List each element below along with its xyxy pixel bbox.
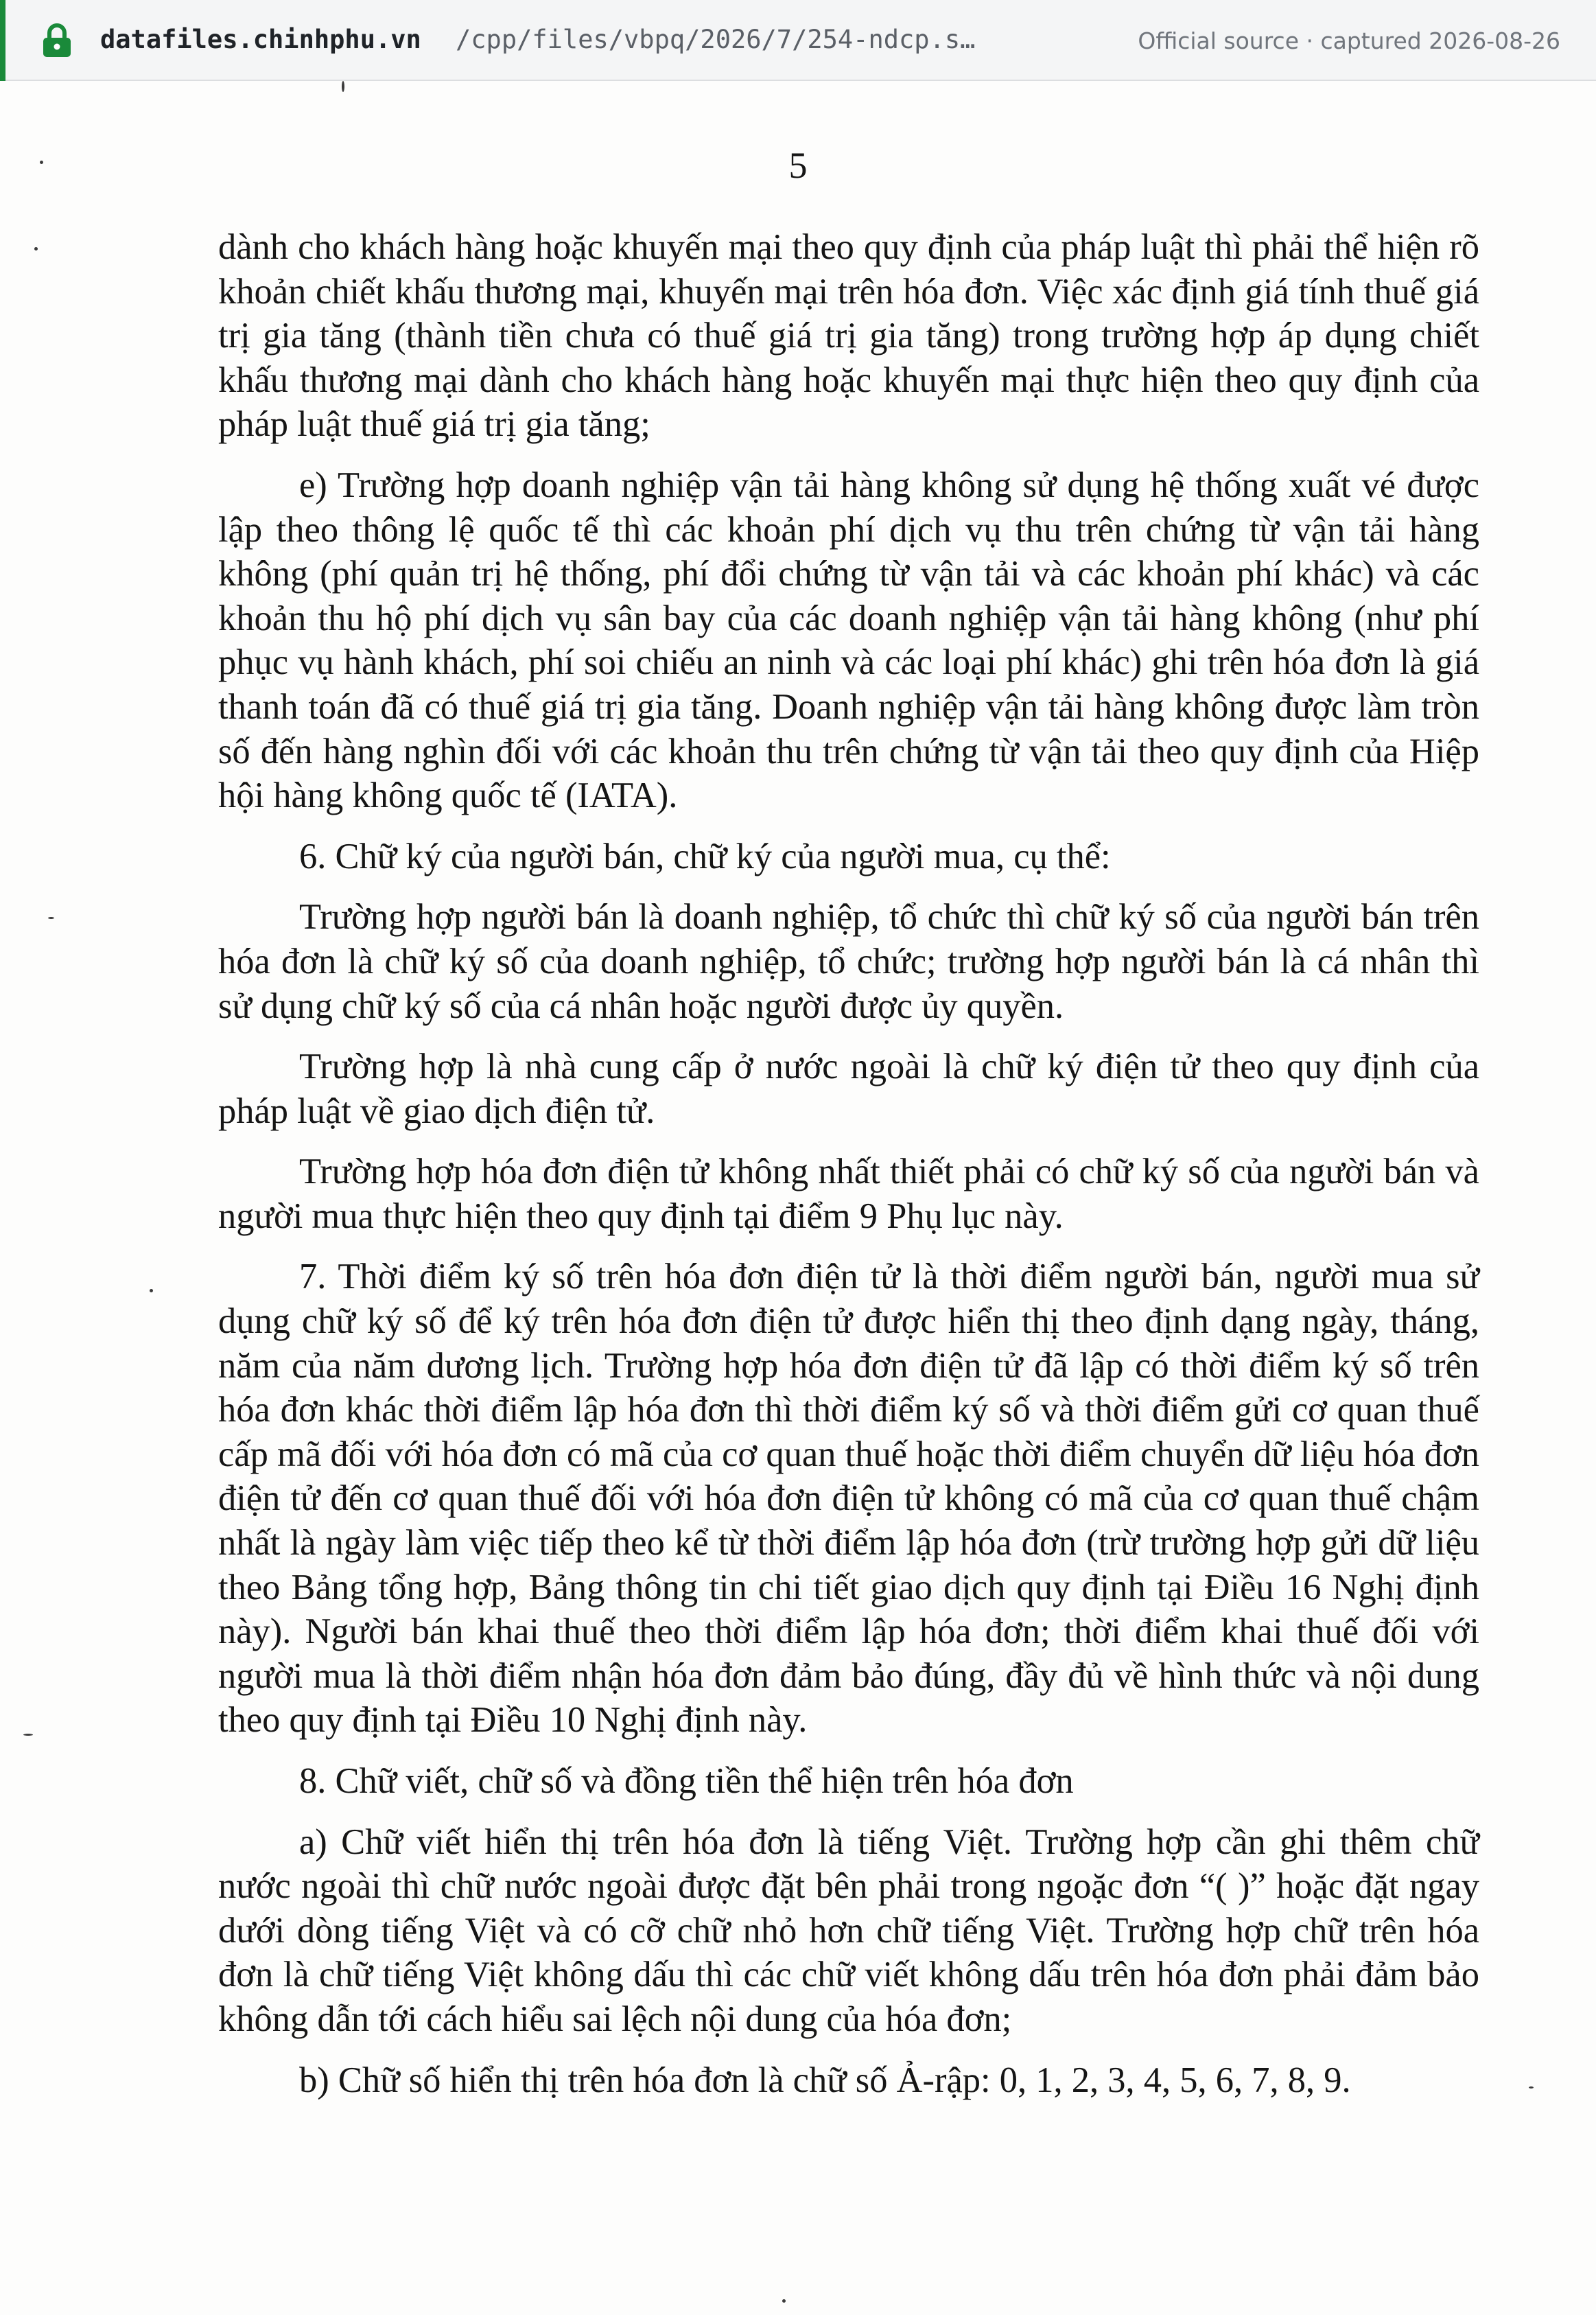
scan-speck [40, 161, 43, 164]
url-domain[interactable]: datafiles.chinhphu.vn [100, 25, 421, 54]
scan-speck [34, 247, 38, 251]
paragraph-foreign-supplier: Trường hợp là nhà cung cấp ở nước ngoài là chữ ký điện tử theo quy định của pháp luật về giao dịch điện tử. [218, 1047, 1479, 1131]
scan-speck [342, 81, 344, 92]
paragraph-no-signature-case: Trường hợp hóa đơn điện tử không nhất thiết phải có chữ ký số của người bán và người mua thực hiện theo quy định tại điểm 9 Phụ lục này. [218, 1152, 1479, 1236]
scan-speck [1529, 2086, 1534, 2089]
address-bar [0, 0, 1596, 81]
paragraph-continuation: dành cho khách hàng hoặc khuyến mại theo quy định của pháp luật thì phải thể hiện rõ khoản chiết khấu thương mại, khuyến mại trên hóa đơn. Việc xác định giá tính thuế giá trị gia tăng (thành tiền chưa có thuế giá trị gia tăng) trong trường hợp áp dụng chiết khấu thương mại dành cho khách hàng hoặc khuyến mại thực hiện theo quy định của pháp luật thuế giá trị gia tăng; [218, 227, 1479, 445]
paragraph-section-8-heading: 8. Chữ viết, chữ số và đồng tiền thể hiện trên hóa đơn [299, 1761, 1074, 1801]
document-page [0, 81, 1596, 2315]
capture-note: Official source · captured 2026-08-26 [1138, 27, 1560, 54]
document-body [218, 225, 1479, 2119]
paragraph-seller-signature: Trường hợp người bán là doanh nghiệp, tổ chức thì chữ ký số của người bán trên hóa đơn là chữ ký số của doanh nghiệp, tổ chức; trường hợp người bán là cá nhân thì sử dụng chữ ký số của cá nhân hoặc người được ủy quyền. [218, 897, 1479, 1026]
url-path[interactable]: /cpp/files/vbpq/2026/7/254-ndcp.s… [456, 25, 976, 54]
paragraph-section-6-heading: 6. Chữ ký của người bán, chữ ký của người mua, cụ thể: [299, 836, 1111, 876]
paragraph-clause-e: e) Trường hợp doanh nghiệp vận tải hàng không sử dụng hệ thống xuất vé được lập theo thông lệ quốc tế thì các khoản phí dịch vụ thu trên chứng từ vận tải hàng không (phí quản trị hệ thống, phí đổi chứng từ vận tải và các khoản phí khác) và các khoản thu hộ phí dịch vụ sân bay của các doanh nghiệp vận tải hàng không (như phí phục vụ hành khách, phí soi chiếu an ninh và các loại phí khác) ghi trên hóa đơn là giá thanh toán đã có thuế giá trị gia tăng. Doanh nghiệp vận tải hàng không được làm tròn số đến hàng nghìn đối với các khoản thu trên chứng từ vận tải theo quy định của Hiệp hội hàng không quốc tế (IATA). [218, 465, 1479, 816]
accent-strip [0, 0, 5, 81]
page-number: 5 [788, 145, 808, 186]
lock-icon [41, 23, 73, 58]
paragraph-clause-b: b) Chữ số hiển thị trên hóa đơn là chữ số Ả-rập: 0, 1, 2, 3, 4, 5, 6, 7, 8, 9. [299, 2060, 1351, 2100]
scan-speck [150, 1289, 153, 1292]
paragraph-section-7: 7. Thời điểm ký số trên hóa đơn điện tử là thời điểm người bán, người mua sử dụng chữ ký số để ký trên hóa đơn điện tử được hiển thị theo định dạng ngày, tháng, năm của năm dương lịch. Trường hợp hóa đơn điện tử đã lập có thời điểm ký số trên hóa đơn khác thời điểm lập hóa đơn thì thời điểm ký số và thời điểm gửi cơ quan thuế cấp mã đối với hóa đơn có mã của cơ quan thuế hoặc thời điểm chuyển dữ liệu hóa đơn điện tử đến cơ quan thuế đối với hóa đơn điện tử không có mã của cơ quan thuế chậm nhất là ngày làm việc tiếp theo kể từ thời điểm lập hóa đơn (trừ trường hợp gửi dữ liệu theo Bảng tổng hợp, Bảng thông tin chi tiết giao dịch quy định tại Điều 16 Nghị định này). Người bán khai thuế theo thời điểm lập hóa đơn; thời điểm khai thuế đối với người mua là thời điểm nhận hóa đơn đảm bảo đúng, đầy đủ về hình thức và nội dung theo quy định tại Điều 10 Nghị định này. [218, 1257, 1479, 1741]
scan-speck [782, 2299, 786, 2303]
paragraph-clause-a: a) Chữ viết hiển thị trên hóa đơn là tiếng Việt. Trường hợp cần ghi thêm chữ nước ngoài thì chữ nước ngoài được đặt bên phải trong ngoặc đơn “( )” hoặc đặt ngay dưới dòng tiếng Việt và có cỡ chữ nhỏ hơn chữ tiếng Việt. Trường hợp chữ trên hóa đơn là chữ tiếng Việt không dấu thì các chữ viết không dấu trên hóa đơn phải đảm bảo không dẫn tới cách hiểu sai lệch nội dung của hóa đơn; [218, 1822, 1479, 2039]
scan-speck [23, 1734, 33, 1736]
scan-speck [48, 917, 54, 919]
